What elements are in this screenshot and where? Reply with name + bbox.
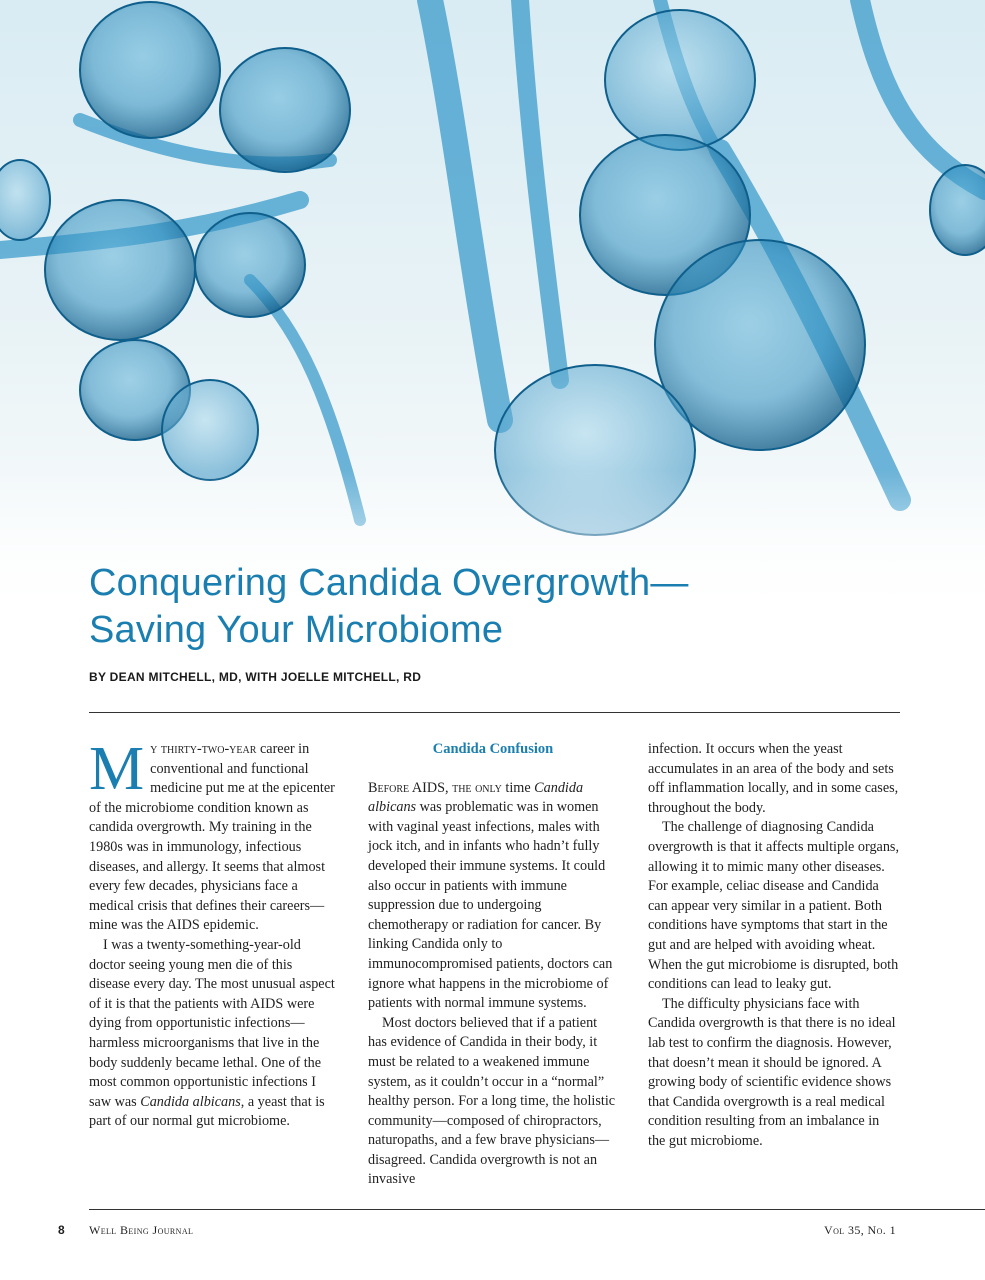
paragraph-text: was problematic was in women with vaginal yeast infections, males with jock itch, and in infants who hadn’t fully developed their immune systems. It could also occur in patients with immune suppression due to undergoing chemotherapy or radiation for cancer. By linking Candida only to immunocompromised patients, doctors can ignore what happens in the microbiome of patients with normal immune systems. <box>368 799 613 1012</box>
journal-name: Well Being Journal <box>89 1223 194 1237</box>
paragraph-text: I was a twenty-something-year-old doctor seeing young men die of this disease every day. The most unusual aspect of it is that the patients with AIDS were dying from opportunistic infections—harmless microorganisms that live in the body suddenly became lethal. One of the most common opportunistic infections I saw was <box>89 936 335 1110</box>
species-name: Candida albicans <box>140 1093 241 1110</box>
section-subhead: Candida Confusion <box>432 741 554 757</box>
lead-in-smallcaps: Before AIDS, the only <box>368 779 502 796</box>
header-divider <box>89 712 900 713</box>
article-title <box>89 560 689 654</box>
byline: BY DEAN MITCHELL, MD, WITH JOELLE MITCHELL, RD <box>89 670 422 684</box>
paragraph: Most doctors believed that if a patient has evidence of Candida in their body, it must be related to a weakened immune system, as it couldn’t occur in a “normal” healthy person. For a long time, the holistic community—composed of chiropractors, naturopaths, and a few brave physicians—disagreed. Candida overgrowth is not an invasive <box>368 1014 616 1188</box>
article-title-line-1: Conquering Candida Overgrowth— <box>89 562 689 604</box>
paragraph <box>368 779 618 1014</box>
paragraph-text: , a yeast that is part of our normal gut microbiome. <box>89 1093 325 1130</box>
hero-image <box>0 0 985 620</box>
article-title-line-2: Saving Your Microbiome <box>89 609 504 651</box>
lead-in-smallcaps: y thirty-two-year <box>150 741 257 757</box>
paragraph <box>89 735 335 936</box>
paragraph: infection. It occurs when the yeast accumulates in an area of the body and sets off inflammation locally, and in some cases, throughout the body. <box>648 741 899 816</box>
species-name: Candida albicans <box>368 779 584 816</box>
paragraph: The challenge of diagnosing Candida overgrowth is that it affects multiple organs, allowing it to mimic many other diseases. For example, celiac disease and Candida can appear very similar in a patient. Both conditions have symptoms that start in the gut and are helped with avoiding wheat. When the gut microbiome is disrupted, both conditions can lead to leaky gut. <box>648 819 899 993</box>
paragraph-text: career in conventional and functional medicine put me at the epicenter of the microbiome condition known as candida overgrowth. My training in the 1980s was in immunology, infectious diseases, and allergy. It seems that almost every few decades, physicians face a medical crisis that defines their careers—mine was the AIDS epidemic. <box>89 741 335 934</box>
paragraph-text: time <box>501 779 535 796</box>
column-2 <box>368 740 618 1190</box>
page-number: 8 <box>58 1223 65 1237</box>
issue-label: Vol 35, No. 1 <box>824 1223 896 1237</box>
column-3 <box>648 740 900 1151</box>
paragraph: The difficulty physicians face with Candida overgrowth is that there is no ideal lab test to confirm the diagnosis. However, that doesn’t mean it should be ignored. A growing body of scientific evidence shows that Candida overgrowth is a real medical condition resulting from an imbalance in the gut microbiome. <box>648 995 896 1149</box>
column-1 <box>89 735 335 1132</box>
paragraph <box>89 936 335 1132</box>
drop-cap: M <box>89 735 145 803</box>
footer-divider <box>89 1209 985 1210</box>
